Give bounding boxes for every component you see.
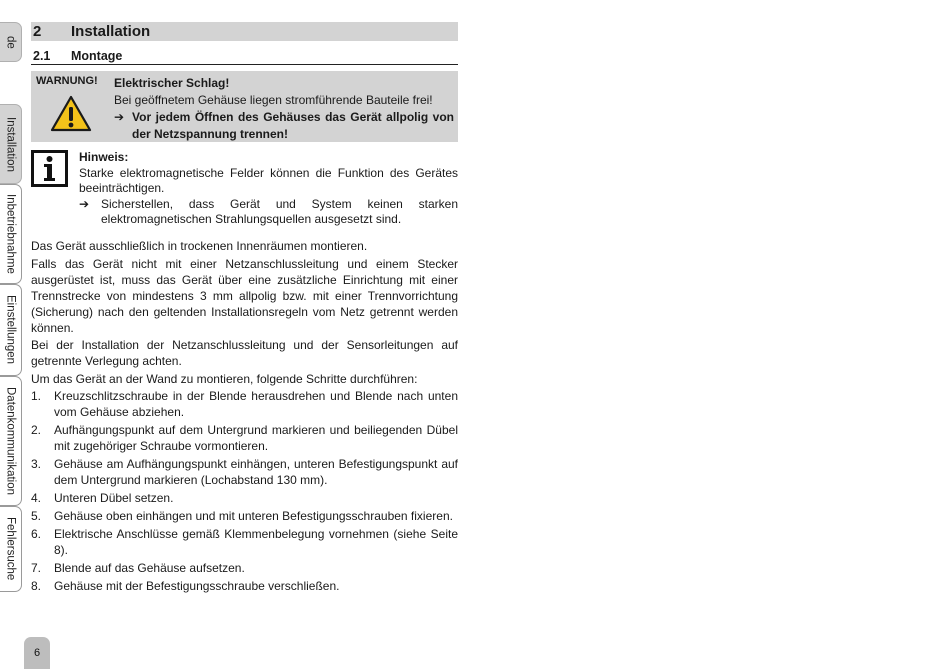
info-icon: [31, 150, 68, 192]
step-text: Gehäuse am Aufhängungspunkt einhängen, unteren Befestigungspunkt auf dem Untergrund markieren (Lochabstand 130 mm).: [54, 457, 458, 487]
step-text: Elektrische Anschlüsse gemäß Klemmenbelegung vornehmen (siehe Seite 8).: [54, 527, 458, 557]
list-item: [31, 508, 458, 524]
note-step-text: Sicherstellen, dass Gerät und System keinen starken elektromagnetischen Strahlungsquellen ausgesetzt sind.: [101, 196, 458, 226]
step-text: Blende auf das Gehäuse aufsetzen.: [54, 561, 245, 575]
warning-label: WARNUNG!: [36, 75, 98, 87]
tab-einstellungen[interactable]: [0, 284, 22, 376]
list-item: [31, 578, 458, 594]
tab-installation-label: Installation: [4, 116, 17, 172]
step-number: 8.: [31, 579, 42, 593]
note-body: [79, 150, 458, 228]
step-number: 6.: [31, 527, 42, 541]
tab-installation[interactable]: [0, 104, 22, 184]
note-box: [31, 150, 458, 230]
tab-datenkommunikation[interactable]: [0, 376, 22, 506]
warning-box: [31, 71, 458, 142]
chapter-number: 2: [33, 23, 42, 40]
tab-fehlersuche-label: Fehlersuche: [4, 517, 17, 581]
tab-language-label: de: [4, 35, 17, 49]
warning-triangle-icon: [50, 95, 92, 137]
section-heading: [31, 43, 458, 65]
note-text: Starke elektromagnetische Felder können die Funktion des Gerätes beeinträchtigen.: [79, 165, 458, 195]
paragraph: Das Gerät ausschließlich in trockenen Innenräumen montieren.: [31, 239, 368, 253]
note-title: Hinweis:: [79, 150, 129, 164]
tab-inbetriebnahme[interactable]: [0, 184, 22, 284]
tab-fehlersuche[interactable]: [0, 506, 22, 592]
step-text: Gehäuse mit der Befestigungsschraube verschließen.: [54, 579, 340, 593]
paragraph: Bei der Installation der Netzanschlussleitung und der Sensorleitungen auf getrennte Verlegung achten.: [31, 338, 458, 368]
step-number: 5.: [31, 509, 42, 523]
arrow-right-icon: ➔: [114, 110, 125, 124]
paragraph: Falls das Gerät nicht mit einer Netzanschlussleitung und einem Stecker ausgerüstet ist, muss das Gerät über eine zusätzliche Einrichtung mit einer Trennstrecke von mindestens 3 mm allpolig bzw. mit einer Trennvorrichtung (Sicherung) nach den geltenden Installationsregeln vom Netz getrennt werden können.: [31, 256, 458, 335]
warning-body: [114, 75, 454, 143]
tab-inbetriebnahme-label: Inbetriebnahme: [4, 194, 17, 274]
list-item: [31, 526, 458, 558]
warning-text: Bei geöffnetem Gehäuse liegen stromführende Bauteile frei!: [114, 93, 433, 107]
list-item: [31, 422, 458, 454]
body-text: [31, 238, 458, 594]
tab-einstellungen-label: Einstellungen: [4, 295, 17, 365]
main-content: [31, 22, 458, 596]
list-item: [31, 456, 458, 488]
warning-step: [114, 109, 454, 143]
tab-language[interactable]: [0, 22, 22, 62]
warning-step-text: Vor jedem Öffnen des Gehäuses das Gerät allpolig von der Netzspannung trennen!: [132, 110, 454, 141]
list-item: [31, 388, 458, 420]
paragraph: Um das Gerät an der Wand zu montieren, folgende Schritte durchführen:: [31, 371, 418, 386]
section-title: Montage: [71, 49, 123, 63]
step-text: Kreuzschlitzschraube in der Blende herausdrehen und Blende nach unten vom Gehäuse abziehen.: [54, 389, 458, 419]
arrow-right-icon: ➔: [79, 196, 90, 211]
step-text: Unteren Dübel setzen.: [54, 491, 174, 505]
list-item: [31, 560, 458, 576]
warning-title: Elektrischer Schlag!: [114, 76, 230, 90]
tab-datenkommunikation-label: Datenkommunikation: [4, 386, 17, 496]
page-number: 6: [24, 637, 50, 669]
chapter-heading: [31, 22, 458, 41]
list-item: [31, 490, 458, 506]
step-number: 7.: [31, 561, 42, 575]
note-step: [79, 197, 458, 228]
chapter-title: Installation: [71, 23, 151, 40]
section-number: 2.1: [33, 49, 51, 63]
step-number: 3.: [31, 457, 42, 471]
step-text: Gehäuse oben einhängen und mit unteren Befestigungsschrauben fixieren.: [54, 509, 453, 523]
step-text: Aufhängungspunkt auf dem Untergrund markieren und beiliegenden Dübel mit zugehöriger Schraube vormontieren.: [54, 423, 458, 453]
step-number: 4.: [31, 491, 42, 505]
step-number: 1.: [31, 389, 42, 403]
step-list: [31, 388, 458, 594]
step-number: 2.: [31, 423, 42, 437]
